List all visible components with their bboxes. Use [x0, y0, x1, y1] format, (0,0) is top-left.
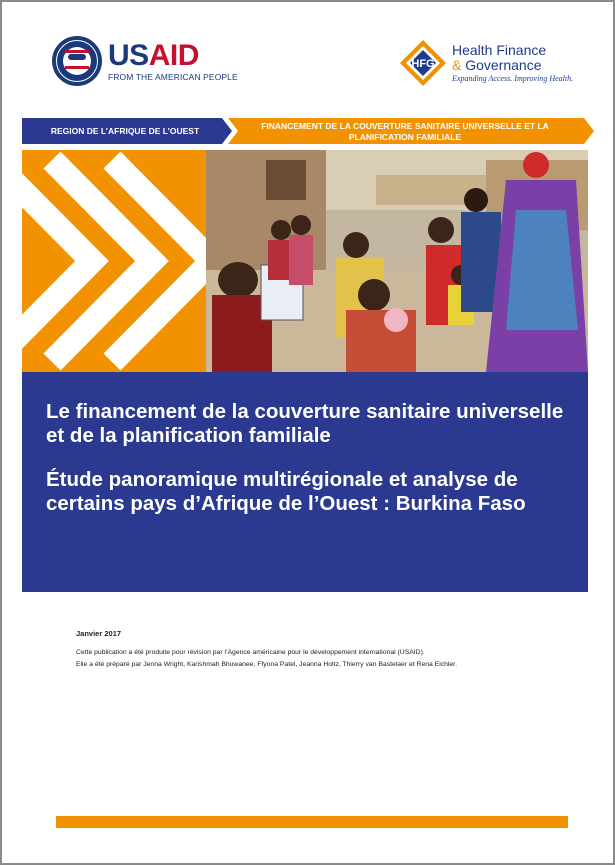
- document-subtitle: Étude panoramique multirégionale et analyse de certains pays d’Afrique de l’Ouest : Burkina Faso: [46, 468, 526, 515]
- hfg-logo: [398, 38, 573, 88]
- hfg-mark-letters: HFG: [411, 58, 435, 70]
- hfg-diamond-icon: [398, 38, 448, 88]
- banner-topic-label: FINANCEMENT DE LA COUVERTURE SANITAIRE UNIVERSELLE ET LA PLANIFICATION FAMILIALE: [261, 121, 549, 142]
- usaid-seal-icon: [52, 36, 102, 86]
- usaid-wordmark: USAID: [108, 38, 199, 72]
- footer-bar: [56, 816, 568, 828]
- cover-banner: [22, 118, 594, 144]
- banner-region-label: REGION DE L’AFRIQUE DE L’OUEST: [50, 126, 200, 136]
- hfg-tagline: Expanding Access. Improving Health.: [452, 74, 574, 83]
- authors-note: Elle a été préparé par Jenna Wright, Karishmah Bhuwanee, Ffyona Patel, Jeanna Holtz, Thierry van Bastelaer et Rena Eichler.: [76, 660, 457, 668]
- usaid-logo: [52, 36, 238, 86]
- cover-photo: [206, 150, 588, 372]
- hfg-name-line1: Health Finance: [452, 42, 547, 58]
- publication-date: Janvier 2017: [76, 629, 122, 638]
- usaid-tagline: FROM THE AMERICAN PEOPLE: [108, 71, 238, 82]
- hfg-name-line2: & Governance: [452, 57, 542, 73]
- chevron-decoration: [22, 150, 206, 372]
- document-title: Le financement de la couverture sanitaire universelle et de la planification familiale: [46, 400, 564, 447]
- publication-note: Cette publication a été produite pour révision par l’Agence américaine pour le développement international (USAID).: [76, 649, 425, 656]
- publication-info: [76, 629, 536, 670]
- title-box: [22, 372, 588, 592]
